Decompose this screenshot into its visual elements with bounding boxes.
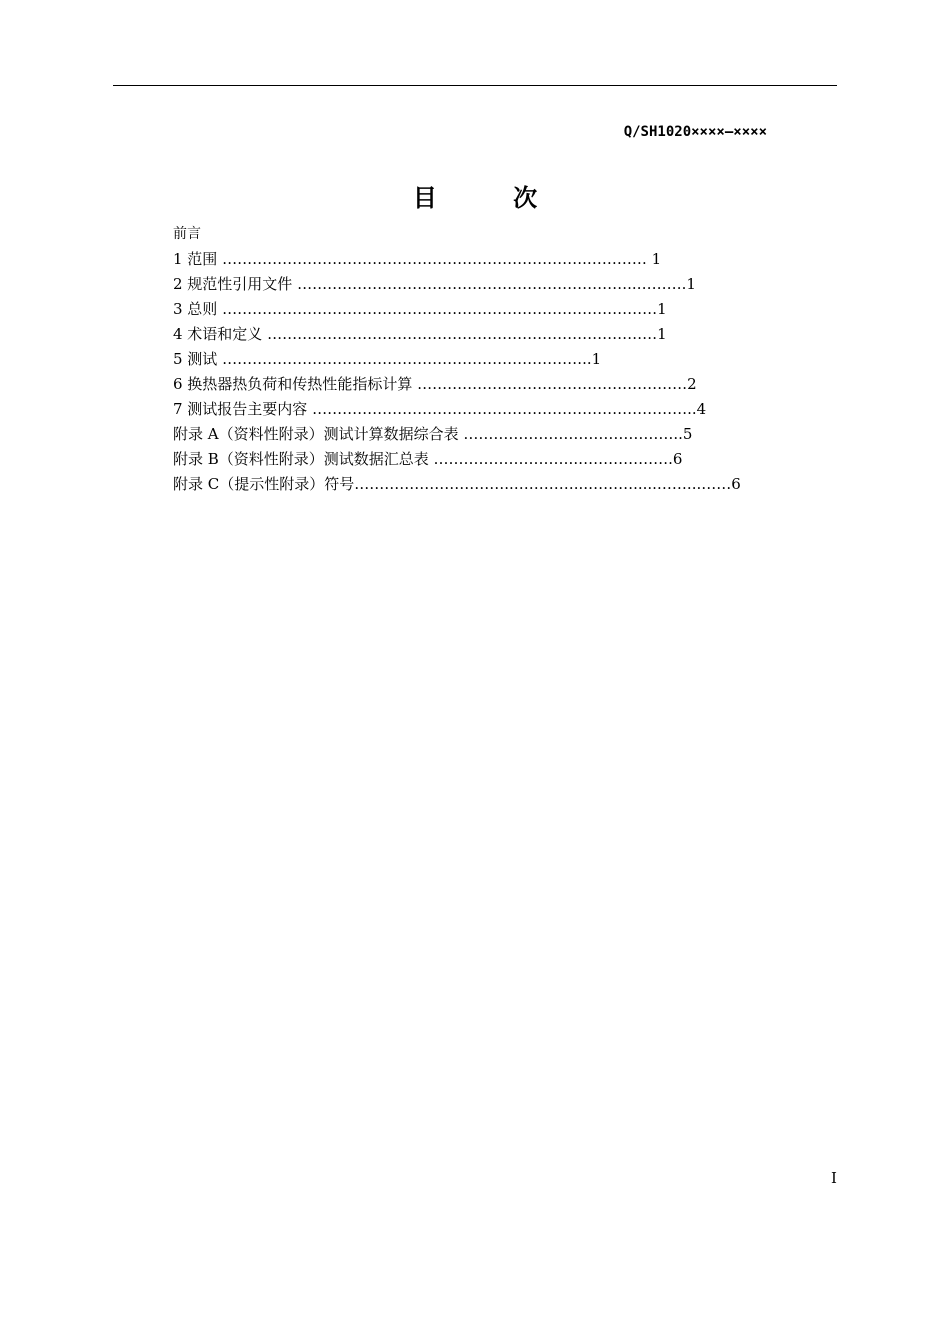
toc-entry-appendix-a: 附录 A（资料性附录）测试计算数据综合表 ……………………………………..5 bbox=[173, 425, 693, 443]
toc-title: 目 次 bbox=[412, 184, 572, 212]
header-rule bbox=[113, 85, 837, 86]
standard-code: Q/SH1020××××—×××× bbox=[623, 124, 767, 140]
toc-entry-heat-load-calculation: 6 换热器热负荷和传热性能指标计算 ………………………………………………2 bbox=[173, 375, 697, 393]
toc-entry-appendix-b: 附录 B（资料性附录）测试数据汇总表 ………………………..……………….6 bbox=[173, 450, 683, 468]
toc-entry-appendix-c: 附录 C（提示性附录）符号…………………………..…………...……….....……...……6 bbox=[173, 475, 741, 493]
toc-entry-test-report: 7 测试报告主要内容 …………………………………………………………………..4 bbox=[173, 400, 707, 418]
table-of-contents bbox=[173, 222, 773, 497]
toc-entry-preface: 前言 bbox=[173, 226, 201, 242]
toc-entry-general: 3 总则 ……………………………………………………………………………1 bbox=[173, 300, 667, 318]
toc-entry-testing: 5 测试 ………………………………………………………………..1 bbox=[173, 350, 602, 368]
page-number: I bbox=[831, 1169, 837, 1187]
toc-entry-scope: 1 范围 ……………………………………………………………….………… 1 bbox=[173, 250, 662, 268]
toc-entry-normative-references: 2 规范性引用文件 …………………………………………………………..……….1 bbox=[173, 275, 696, 293]
toc-entry-terms: 4 术语和定义 ……………………………………………………………………1 bbox=[173, 325, 667, 343]
